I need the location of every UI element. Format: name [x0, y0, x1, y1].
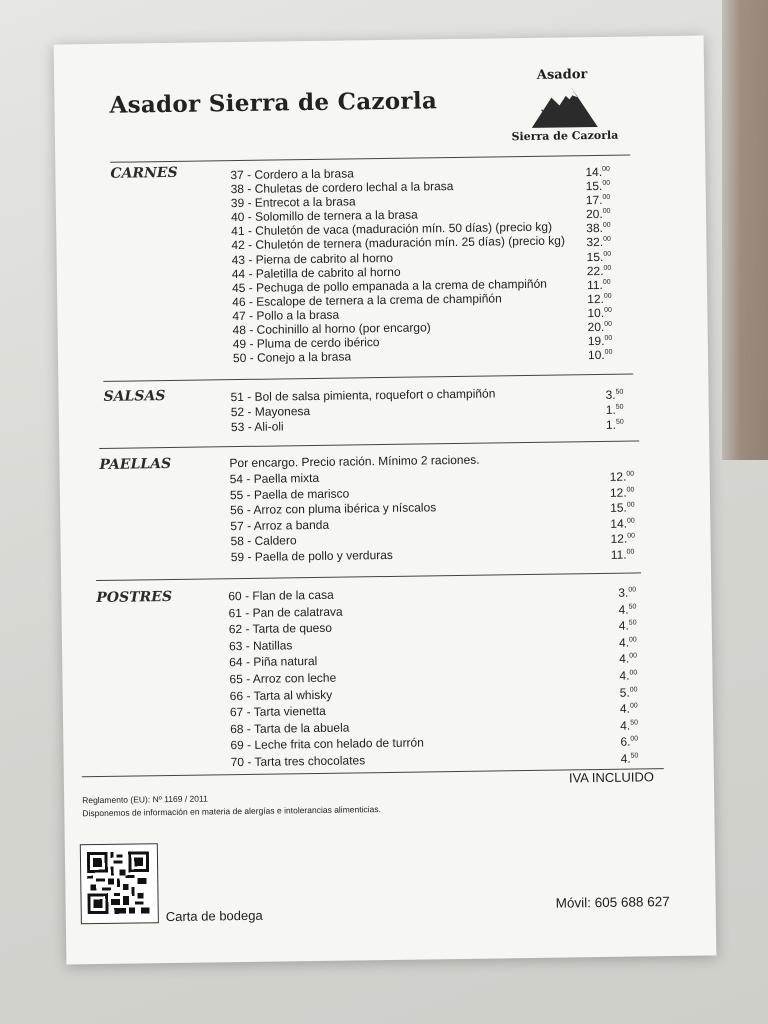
list-item: 47 - Pollo a la brasa 10.00	[232, 305, 612, 324]
list-item: 44 - Paletilla de cabrito al horno 22.00	[231, 263, 612, 281]
salsas-list	[230, 386, 624, 435]
list-item: 58 - Caldero 12.00	[230, 531, 636, 549]
wood-edge	[722, 0, 768, 460]
list-item: 42 - Chuletón de ternera (maduración mín. 25 días) (precio kg) 32.00	[231, 233, 611, 253]
paellas-note: Por encargo. Precio ración. Mínimo 2 raciones.	[229, 452, 480, 471]
postres-list	[228, 585, 639, 770]
section-title-postres: POSTRES	[96, 588, 173, 607]
menu-sheet	[54, 36, 717, 965]
divider	[110, 155, 630, 163]
list-item: 60 - Flan de la casa 3.00	[228, 585, 637, 604]
list-item: 56 - Arroz con pluma ibérica y níscalos 15.00	[230, 500, 635, 518]
carnes-list	[230, 163, 613, 366]
list-item: 54 - Paella mixta 12.00	[229, 469, 635, 487]
paellas-list	[229, 469, 636, 565]
list-item: 64 - Piña natural 4.00	[229, 651, 638, 670]
list-item: 43 - Pierna de cabrito al horno 15.00	[231, 249, 612, 267]
list-item: 55 - Paella de marisco 12.00	[229, 485, 635, 502]
phone-number: Móvil: 605 688 627	[555, 894, 670, 911]
divider	[103, 374, 633, 382]
logo-top-text: Asador	[536, 67, 588, 83]
divider	[99, 440, 639, 449]
section-title-carnes: CARNES	[110, 164, 178, 182]
list-item: 57 - Arroz a banda 14.00	[230, 516, 635, 533]
list-item: 40 - Solomillo de ternera a la brasa 20.00	[230, 207, 611, 225]
list-item: 66 - Tarta al whisky 5.00	[229, 685, 638, 703]
list-item: 50 - Conejo a la brasa 10.00	[232, 348, 613, 366]
list-item: 48 - Cochinillo al horno (por encargo) 20.00	[232, 319, 613, 338]
list-item: 52 - Mayonesa 1.50	[230, 402, 624, 420]
list-item: 39 - Entrecot a la brasa 17.00	[230, 193, 611, 211]
allergy-text: Disponemos de información en materia de alergías e intolerancias alimenticias.	[82, 804, 381, 819]
divider	[96, 572, 641, 581]
wine-list-label: Carta de bodega	[165, 907, 263, 925]
iva-label: IVA INCLUIDO	[568, 769, 655, 786]
list-item: 46 - Escalope de ternera a la crema de champiñón 12.00	[232, 291, 612, 309]
reglamento-text: Reglamento (EU): Nº 1169 / 2011	[82, 793, 208, 806]
list-item: 61 - Pan de calatrava 4.50	[228, 602, 637, 620]
qr-code[interactable]	[80, 843, 159, 924]
list-item: 63 - Natillas 4.00	[228, 635, 637, 653]
list-item: 62 - Tarta de queso 4.50	[228, 618, 637, 637]
regulation-info	[82, 790, 381, 820]
list-item: 41 - Chuletón de vaca (maduración mín. 50 días) (precio kg) 38.00	[231, 220, 611, 239]
list-item: 45 - Pechuga de pollo empanada a la crema de champiñón 11.00	[231, 276, 611, 295]
list-item: 69 - Leche frita con helado de turrón 6.00	[230, 734, 639, 753]
list-item: 70 - Tarta tres chocolates 4.50	[230, 751, 639, 770]
logo-bottom-text: Sierra de Cazorla	[511, 128, 619, 144]
list-item: 53 - Ali-oli 1.50	[230, 417, 624, 435]
section-title-paellas: PAELLAS	[99, 455, 172, 473]
list-item: 68 - Tarta de la abuela 4.50	[230, 718, 639, 736]
section-title-salsas: SALSAS	[103, 388, 166, 405]
list-item: 59 - Paella de pollo y verduras 11.00	[230, 547, 635, 565]
restaurant-title: Asador Sierra de Cazorla	[109, 87, 438, 119]
restaurant-logo	[509, 67, 630, 149]
list-item: 37 - Cordero a la brasa 14.00	[230, 164, 610, 183]
list-item: 67 - Tarta vienetta 4.00	[229, 701, 638, 720]
mountain-icon	[529, 83, 600, 130]
list-item: 38 - Chuletas de cordero lechal a la brasa 15.00	[230, 179, 611, 197]
list-item: 49 - Pluma de cerdo ibérico 19.00	[232, 334, 613, 352]
list-item: 65 - Arroz con leche 4.00	[229, 668, 638, 687]
qr-code-icon	[87, 850, 150, 915]
list-item: 51 - Bol de salsa pimienta, roquefort o champiñón 3.50	[230, 386, 624, 405]
